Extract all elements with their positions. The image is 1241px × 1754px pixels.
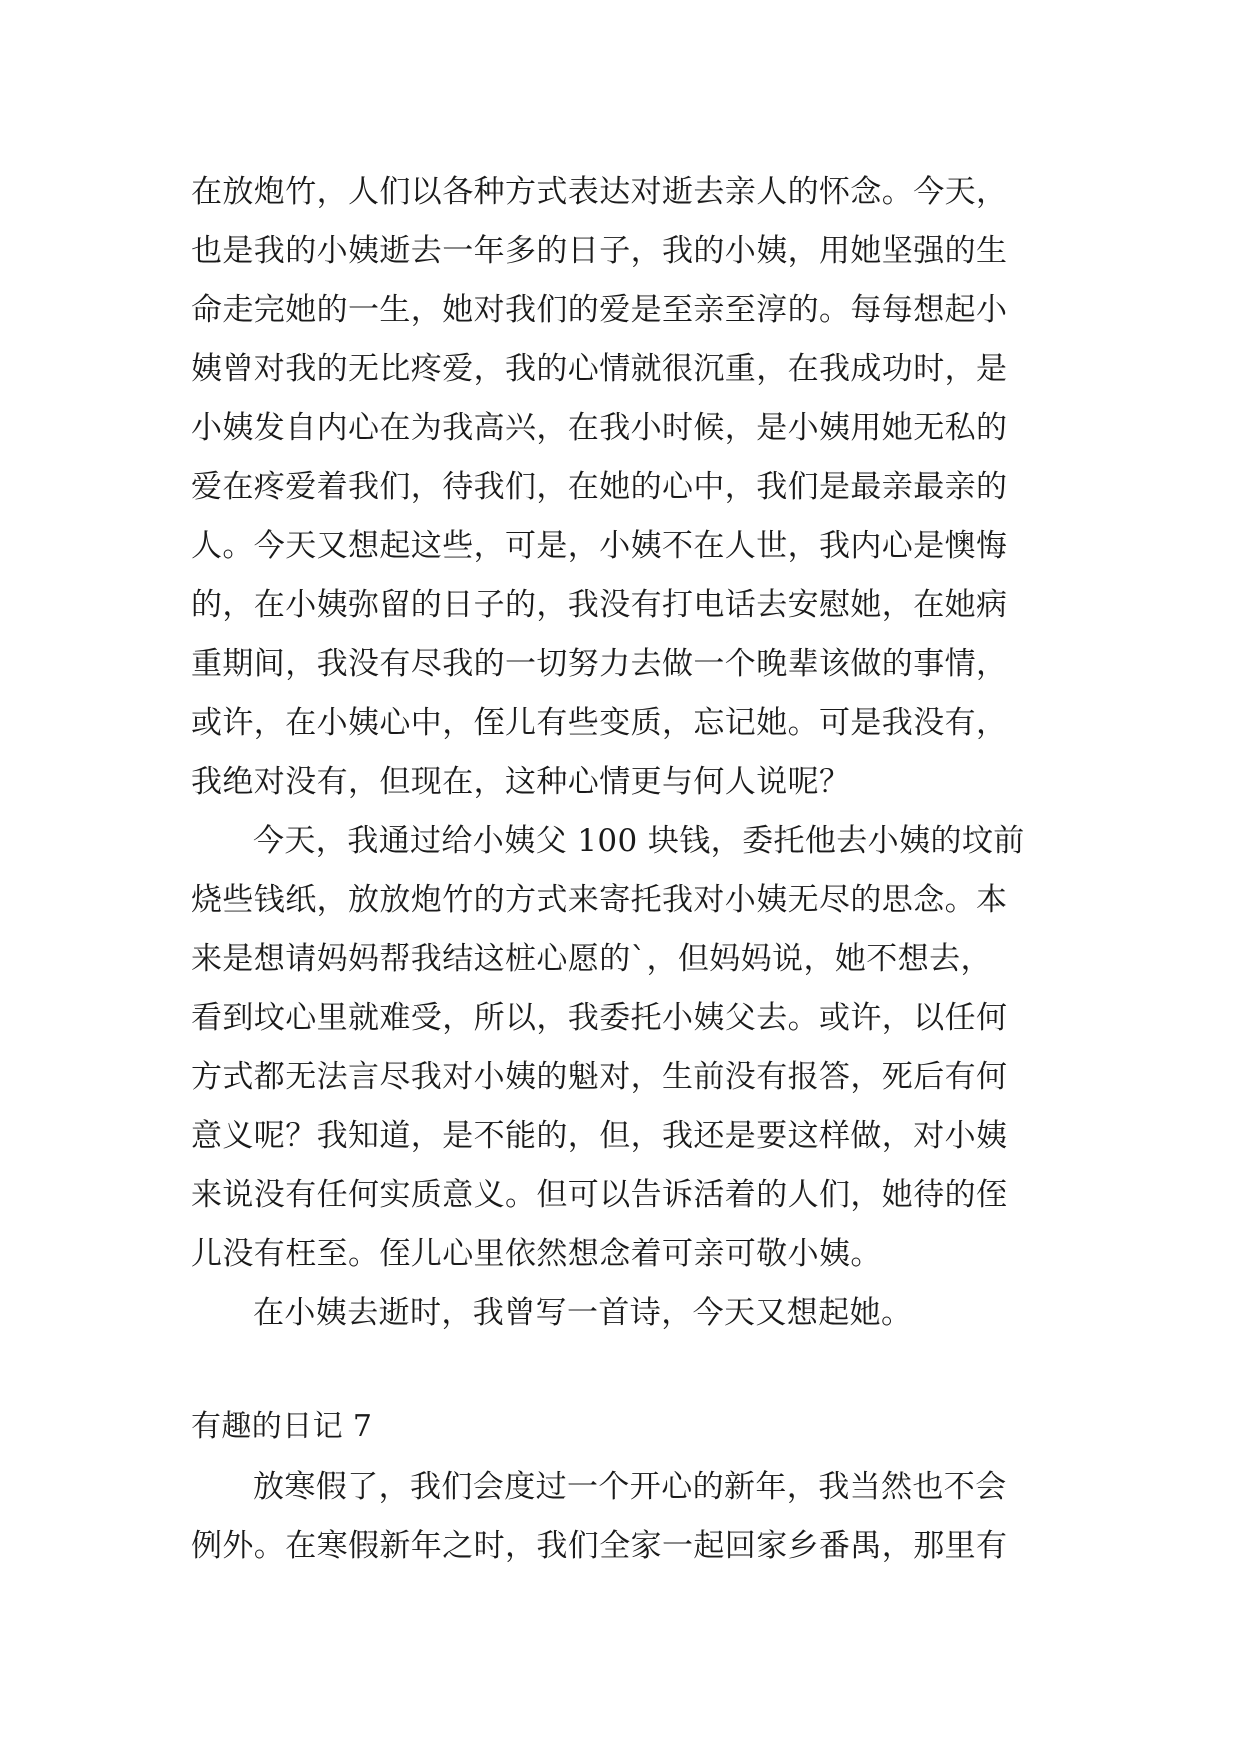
text-line: 或许，在小姨心中，侄儿有些变质，忘记她。可是我没有， [191, 705, 1008, 741]
text-line: 来是想请妈妈帮我结这桩心愿的`，但妈妈说，她不想去， [191, 941, 992, 977]
text-line: 姨曾对我的无比疼爱，我的心情就很沉重，在我成功时，是 [191, 351, 1008, 387]
text-line: 重期间，我没有尽我的一切努力去做一个晚辈该做的事情， [191, 646, 1008, 682]
text-line: 在放炮竹，人们以各种方式表达对逝去亲人的怀念。今天， [191, 174, 1008, 210]
text-line: 爱在疼爱着我们，待我们，在她的心中，我们是最亲最亲的 [191, 469, 1008, 505]
text-line: 小姨发自内心在为我高兴，在我小时候，是小姨用她无私的 [191, 410, 1008, 446]
text-line: 来说没有任何实质意义。但可以告诉活着的人们，她待的侄 [191, 1177, 1008, 1213]
text-line: 儿没有枉至。侄儿心里依然想念着可亲可敬小姨。 [191, 1236, 882, 1272]
paragraph-first-line: 今天，我通过给小姨父 100 块钱，委托他去小姨的坟前 [253, 823, 1025, 859]
paragraph-first-line: 放寒假了，我们会度过一个开心的新年，我当然也不会 [253, 1469, 1007, 1505]
text-line: 命走完她的一生，她对我们的爱是至亲至淳的。每每想起小 [191, 292, 1008, 328]
text-line: 意义呢？我知道，是不能的，但，我还是要这样做，对小姨 [191, 1118, 1008, 1154]
text-line: 方式都无法言尽我对小姨的魁对，生前没有报答，死后有何 [191, 1059, 1008, 1095]
text-line: 人。今天又想起这些，可是，小姨不在人世，我内心是懊悔 [191, 528, 1008, 564]
text-line: 的，在小姨弥留的日子的，我没有打电话去安慰她，在她病 [191, 587, 1008, 623]
section-heading: 有趣的日记 7 [191, 1409, 373, 1444]
text-line: 我绝对没有，但现在，这种心情更与何人说呢？ [191, 764, 851, 800]
paragraph-first-line: 在小姨去逝时，我曾写一首诗，今天又想起她。 [253, 1295, 913, 1331]
text-line: 也是我的小姨逝去一年多的日子，我的小姨，用她坚强的生 [191, 233, 1008, 269]
text-line: 例外。在寒假新年之时，我们全家一起回家乡番禺，那里有 [191, 1528, 1008, 1564]
text-line: 烧些钱纸，放放炮竹的方式来寄托我对小姨无尽的思念。本 [191, 882, 1008, 918]
text-line: 看到坟心里就难受，所以，我委托小姨父去。或许，以任何 [191, 1000, 1008, 1036]
